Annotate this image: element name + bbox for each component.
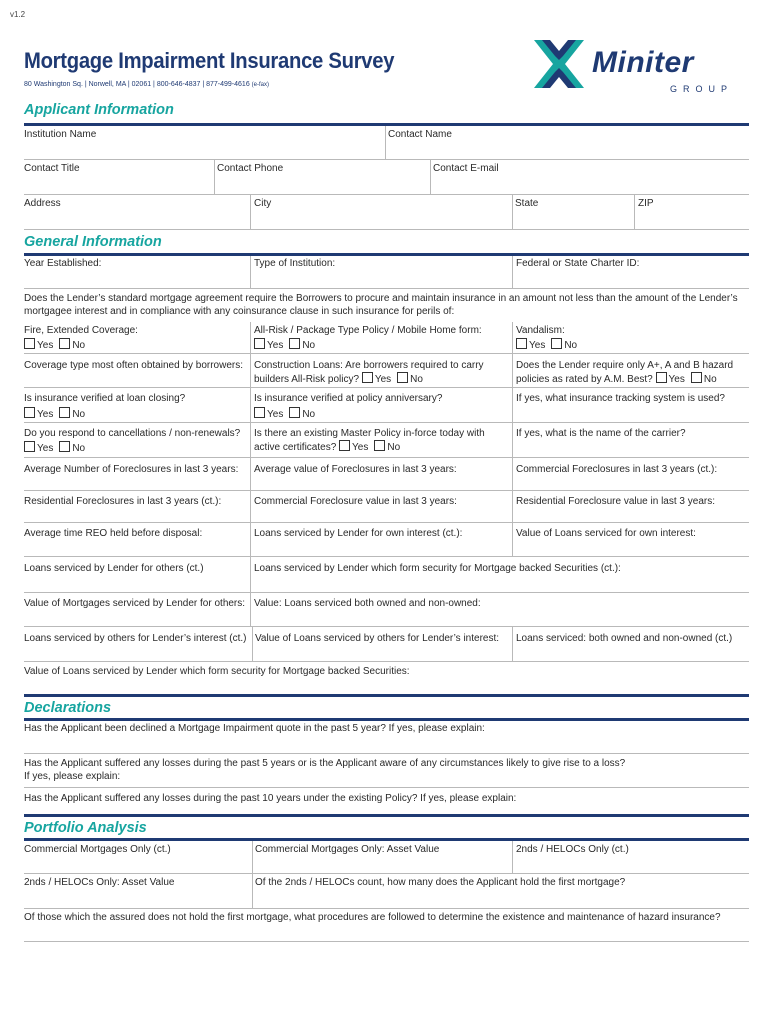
rated-policies-label-2: policies as rated by A.M. Best? bbox=[516, 374, 653, 385]
value-mortgages-others-field[interactable]: Value of Mortgages serviced by Lender for others: bbox=[24, 598, 246, 609]
divider bbox=[250, 523, 251, 556]
rated-yes-option[interactable] bbox=[656, 374, 685, 385]
vandalism-yes-option[interactable] bbox=[516, 340, 545, 351]
cancellations-options bbox=[24, 441, 91, 455]
year-established-field[interactable]: Year Established: bbox=[24, 258, 102, 269]
checkbox[interactable] bbox=[254, 338, 265, 349]
contact-title-field[interactable]: Contact Title bbox=[24, 163, 80, 174]
master-policy-yes-option[interactable] bbox=[339, 442, 368, 453]
divider bbox=[24, 661, 749, 662]
losses-5yr-label-1[interactable]: Has the Applicant suffered any losses during the past 5 years or is the Applicant aware of any circumstances likely to give rise to a loss? bbox=[24, 758, 626, 769]
verified-closing-label: Is insurance verified at loan closing? bbox=[24, 393, 186, 404]
all-risk-options bbox=[254, 338, 321, 352]
cancellations-no-option[interactable] bbox=[59, 443, 85, 454]
company-address bbox=[24, 81, 269, 88]
master-policy-label-1: Is there an existing Master Policy in-force today with bbox=[254, 428, 485, 439]
vandalism-options bbox=[516, 338, 583, 352]
yes-label: Yes bbox=[668, 374, 685, 385]
all-risk-label: All-Risk / Package Type Policy / Mobile Home form: bbox=[254, 325, 482, 336]
divider bbox=[250, 423, 251, 457]
losses-5yr-label-2: If yes, please explain: bbox=[24, 771, 121, 782]
master-policy-label-2: active certificates? bbox=[254, 442, 337, 453]
fire-coverage-options bbox=[24, 338, 91, 352]
logo-group: GROUP bbox=[670, 84, 734, 94]
no-label: No bbox=[72, 443, 86, 454]
vandalism-label: Vandalism: bbox=[516, 325, 565, 336]
divider bbox=[250, 458, 251, 490]
all-risk-yes-option[interactable] bbox=[254, 340, 283, 351]
rated-policies-label-1: Does the Lender require only A+, A and B hazard bbox=[516, 360, 734, 371]
yes-label: Yes bbox=[37, 340, 54, 351]
loans-mbs-ct-field[interactable]: Loans serviced by Lender which form security for Mortgage backed Securities (ct.): bbox=[254, 563, 621, 574]
commercial-foreclosure-value-field[interactable]: Commercial Foreclosure value in last 3 years: bbox=[254, 496, 457, 507]
divider bbox=[24, 288, 749, 289]
procedures-field[interactable]: Of those which the assured does not hold the first mortgage, what procedures are followed to determine the existence and maintenance of hazard insurance? bbox=[24, 912, 721, 923]
loans-own-ct-field[interactable]: Loans serviced by Lender for own interest (ct.): bbox=[254, 528, 463, 539]
divider bbox=[512, 256, 513, 288]
section-applicant-title: Applicant Information bbox=[24, 102, 174, 118]
borrower-insurance-question: Does the Lender’s standard mortgage agreement require the Borrowers to procure and maintain insurance in an amount not less than the amount of the Lender’s mortgagee interest and in compliance with any coinsurance clause in such insurance for perils of: bbox=[24, 293, 738, 317]
divider bbox=[250, 195, 251, 229]
divider bbox=[24, 422, 749, 423]
divider bbox=[24, 387, 749, 388]
logo-wordmark: Miniter bbox=[592, 46, 694, 79]
checkbox[interactable] bbox=[59, 338, 70, 349]
checkbox[interactable] bbox=[24, 338, 35, 349]
miniter-x-icon bbox=[530, 38, 588, 94]
verified-closing-options bbox=[24, 407, 91, 421]
divider bbox=[24, 873, 749, 874]
divider bbox=[512, 491, 513, 522]
yes-label: Yes bbox=[374, 374, 392, 385]
others-lender-value-field[interactable]: Value of Loans serviced by others for Lender’s interest: bbox=[255, 633, 500, 644]
fire-yes-option[interactable] bbox=[24, 340, 53, 351]
both-ct-field[interactable]: Loans serviced: both owned and non-owned (ct.) bbox=[516, 633, 733, 644]
checkbox[interactable] bbox=[362, 372, 373, 383]
contact-email-field[interactable]: Contact E-mail bbox=[433, 163, 499, 174]
divider bbox=[252, 627, 253, 661]
fire-no-option[interactable] bbox=[59, 340, 85, 351]
checkbox[interactable] bbox=[339, 440, 350, 451]
comm-only-ct-field[interactable]: Commercial Mortgages Only (ct.) bbox=[24, 844, 171, 855]
divider bbox=[512, 388, 513, 422]
divider bbox=[24, 194, 749, 195]
section-rule bbox=[24, 838, 749, 841]
fax-note: (e-fax) bbox=[251, 82, 270, 88]
rated-no-option[interactable] bbox=[691, 374, 717, 385]
yes-label: Yes bbox=[37, 443, 54, 454]
yes-label: Yes bbox=[529, 340, 546, 351]
divider bbox=[512, 841, 513, 873]
checkbox[interactable] bbox=[397, 372, 408, 383]
checkbox[interactable] bbox=[289, 338, 300, 349]
no-label: No bbox=[302, 409, 316, 420]
divider bbox=[250, 557, 251, 592]
residential-foreclosure-value-field[interactable]: Residential Foreclosure value in last 3 years: bbox=[516, 496, 715, 507]
loans-others-ct-field[interactable]: Loans serviced by Lender for others (ct.) bbox=[24, 563, 204, 574]
verified-anniversary-label: Is insurance verified at policy anniversary? bbox=[254, 393, 443, 404]
divider bbox=[250, 491, 251, 522]
construction-no-option[interactable] bbox=[397, 374, 423, 385]
divider bbox=[250, 388, 251, 422]
verified-closing-no-option[interactable] bbox=[59, 409, 85, 420]
section-rule bbox=[24, 718, 749, 721]
section-rule bbox=[24, 814, 749, 817]
divider bbox=[24, 522, 749, 523]
verified-anniversary-no-option[interactable] bbox=[289, 409, 315, 420]
divider bbox=[24, 556, 749, 557]
divider bbox=[512, 627, 513, 661]
section-rule bbox=[24, 123, 749, 126]
divider bbox=[24, 229, 749, 230]
divider bbox=[24, 626, 749, 627]
divider bbox=[385, 126, 386, 159]
divider bbox=[512, 523, 513, 556]
section-portfolio-title: Portfolio Analysis bbox=[24, 820, 147, 836]
others-lender-ct-field[interactable]: Loans serviced by others for Lender’s interest (ct.) bbox=[24, 633, 247, 644]
construction-loans-label-1: Construction Loans: Are borrowers required to carry bbox=[254, 360, 484, 371]
cancellations-label: Do you respond to cancellations / non-renewals? bbox=[24, 428, 241, 439]
address-field[interactable]: Address bbox=[24, 198, 61, 209]
divider bbox=[512, 423, 513, 457]
carrier-name-field[interactable]: If yes, what is the name of the carrier? bbox=[516, 428, 686, 439]
master-policy-question bbox=[254, 440, 406, 454]
yes-label: Yes bbox=[267, 409, 284, 420]
divider bbox=[24, 159, 749, 160]
section-general-title: General Information bbox=[24, 234, 162, 250]
coverage-type-field[interactable]: Coverage type most often obtained by borrowers: bbox=[24, 360, 244, 371]
construction-loans-label-2: builders All-Risk policy? bbox=[254, 374, 360, 385]
yes-label: Yes bbox=[37, 409, 54, 420]
divider bbox=[24, 353, 749, 354]
contact-name-field[interactable]: Contact Name bbox=[388, 129, 452, 140]
losses-10yr-field[interactable]: Has the Applicant suffered any losses during the past 10 years under the existing Policy? If yes, please explain: bbox=[24, 793, 517, 804]
master-policy-no-option[interactable] bbox=[374, 442, 400, 453]
yes-label: Yes bbox=[267, 340, 284, 351]
divider bbox=[24, 457, 749, 458]
divider bbox=[24, 490, 749, 491]
avg-foreclosures-field[interactable]: Average Number of Foreclosures in last 3 years: bbox=[24, 464, 239, 475]
no-label: No bbox=[72, 340, 86, 351]
no-label: No bbox=[564, 340, 578, 351]
vandalism-no-option[interactable] bbox=[551, 340, 577, 351]
helocs-first-mortgage-field[interactable]: Of the 2nds / HELOCs count, how many does the Applicant hold the first mortgage? bbox=[255, 877, 626, 888]
checkbox[interactable] bbox=[374, 440, 385, 451]
divider bbox=[250, 354, 251, 387]
divider bbox=[24, 592, 749, 593]
divider bbox=[24, 941, 749, 942]
divider bbox=[252, 874, 253, 908]
construction-yes-option[interactable] bbox=[362, 374, 391, 385]
checkbox[interactable] bbox=[59, 441, 70, 452]
verified-closing-yes-option[interactable] bbox=[24, 409, 53, 420]
verified-anniversary-options bbox=[254, 407, 321, 421]
divider bbox=[24, 908, 749, 909]
miniter-logo bbox=[530, 38, 750, 98]
contact-phone-field[interactable]: Contact Phone bbox=[217, 163, 284, 174]
divider bbox=[250, 593, 251, 626]
checkbox[interactable] bbox=[254, 407, 265, 418]
checkbox[interactable] bbox=[516, 338, 527, 349]
divider bbox=[512, 195, 513, 229]
institution-name-field[interactable]: Institution Name bbox=[24, 129, 97, 140]
comm-only-value-field[interactable]: Commercial Mortgages Only: Asset Value bbox=[255, 844, 440, 855]
fire-coverage-label: Fire, Extended Coverage: bbox=[24, 325, 138, 336]
divider bbox=[430, 160, 431, 194]
checkbox[interactable] bbox=[551, 338, 562, 349]
checkbox[interactable] bbox=[656, 372, 667, 383]
checkbox[interactable] bbox=[24, 407, 35, 418]
divider bbox=[250, 322, 251, 353]
avg-reo-field[interactable]: Average time REO held before disposal: bbox=[24, 528, 203, 539]
tracking-system-field[interactable]: If yes, what insurance tracking system is used? bbox=[516, 393, 725, 404]
section-rule bbox=[24, 694, 749, 697]
value-both-field[interactable]: Value: Loans serviced both owned and non-owned: bbox=[254, 598, 481, 609]
residential-foreclosures-field[interactable]: Residential Foreclosures in last 3 years (ct.): bbox=[24, 496, 222, 507]
loans-own-value-field[interactable]: Value of Loans serviced for own interest: bbox=[516, 528, 696, 539]
no-label: No bbox=[703, 374, 717, 385]
value-mbs-field[interactable]: Value of Loans serviced by Lender which form security for Mortgage backed Securities: bbox=[24, 666, 410, 677]
avg-value-foreclosures-field[interactable]: Average value of Foreclosures in last 3 years: bbox=[254, 464, 457, 475]
divider bbox=[250, 256, 251, 288]
divider bbox=[24, 787, 749, 788]
helocs-ct-field[interactable]: 2nds / HELOCs Only (ct.) bbox=[516, 844, 629, 855]
construction-loans-question bbox=[254, 372, 429, 386]
no-label: No bbox=[302, 340, 316, 351]
city-field[interactable]: City bbox=[254, 198, 272, 209]
checkbox[interactable] bbox=[24, 441, 35, 452]
checkbox[interactable] bbox=[59, 407, 70, 418]
divider bbox=[24, 753, 749, 754]
zip-field[interactable]: ZIP bbox=[638, 198, 654, 209]
helocs-value-field[interactable]: 2nds / HELOCs Only: Asset Value bbox=[24, 877, 175, 888]
address-line: 80 Washington Sq. | Norwell, MA | 02061 | 800-646-4837 | 877-499-4616 bbox=[24, 81, 250, 88]
no-label: No bbox=[410, 374, 423, 385]
verified-anniversary-yes-option[interactable] bbox=[254, 409, 283, 420]
divider bbox=[512, 458, 513, 490]
no-label: No bbox=[387, 442, 401, 453]
checkbox[interactable] bbox=[691, 372, 702, 383]
state-field[interactable]: State bbox=[515, 198, 539, 209]
divider bbox=[512, 354, 513, 387]
divider bbox=[252, 841, 253, 873]
declined-quote-field[interactable]: Has the Applicant been declined a Mortgage Impairment quote in the past 5 year? If yes, please explain: bbox=[24, 723, 485, 734]
page-title: Mortgage Impairment Insurance Survey bbox=[24, 48, 395, 73]
checkbox[interactable] bbox=[289, 407, 300, 418]
charter-id-field[interactable]: Federal or State Charter ID: bbox=[516, 258, 640, 269]
divider bbox=[634, 195, 635, 229]
section-rule bbox=[24, 253, 749, 256]
section-declarations-title: Declarations bbox=[24, 700, 112, 716]
rated-policies-question bbox=[516, 372, 723, 386]
divider bbox=[512, 322, 513, 353]
divider bbox=[214, 160, 215, 194]
commercial-foreclosures-field[interactable]: Commercial Foreclosures in last 3 years (ct.): bbox=[516, 464, 718, 475]
type-of-institution-field[interactable]: Type of Institution: bbox=[254, 258, 336, 269]
all-risk-no-option[interactable] bbox=[289, 340, 315, 351]
cancellations-yes-option[interactable] bbox=[24, 443, 53, 454]
form-version: v1.2 bbox=[10, 10, 26, 19]
yes-label: Yes bbox=[352, 442, 369, 453]
no-label: No bbox=[72, 409, 86, 420]
